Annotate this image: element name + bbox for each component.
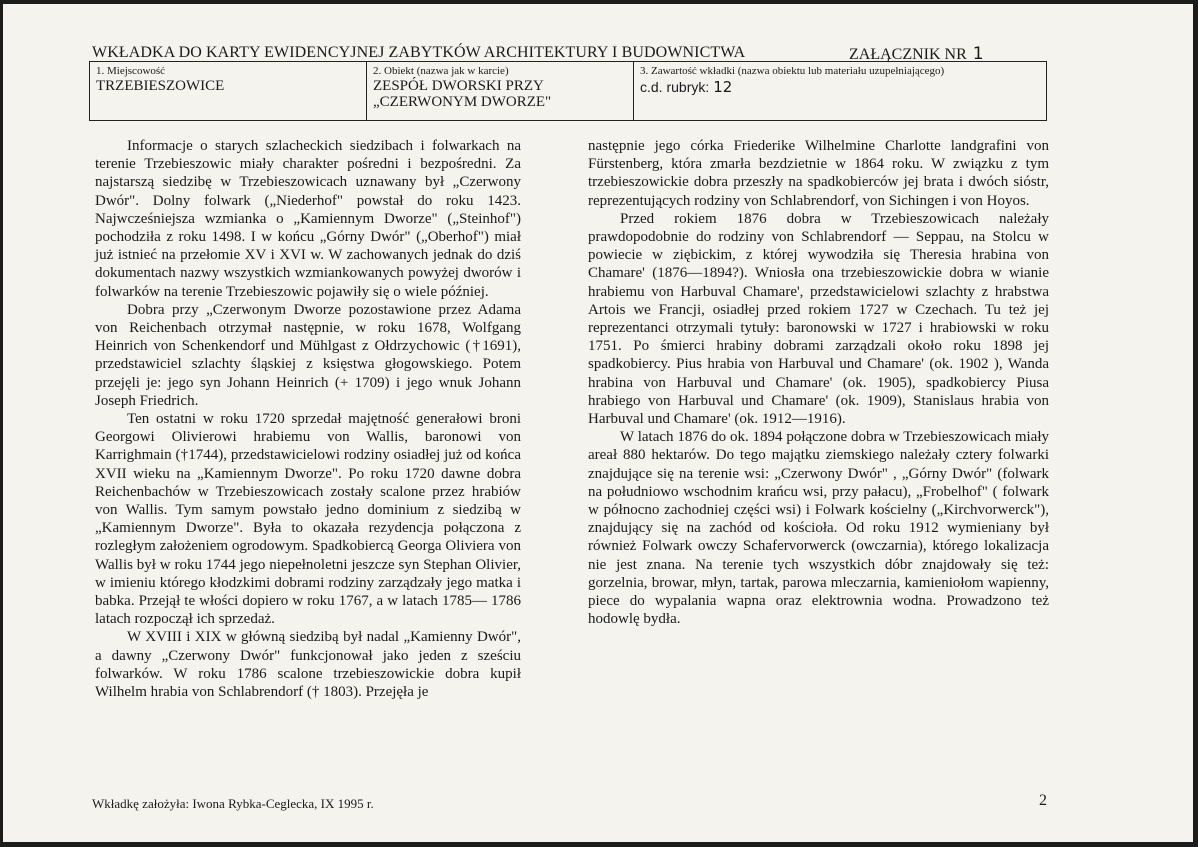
- paragraph: W latach 1876 do ok. 1894 połączone dobra w Trzebieszowicach miały areał 880 hektarów. Do tego majątku ziemskiego należały cztery folwarki znajdujące się na terenie wsi: „Czerwony Dwór" , „Górny Dwór" (folwark na południowo wschodnim krańcu wsi, przy pałacu), „Frobelhof" ( folwark w północno zachodniej części wsi) i Folwark kościelny („Kirchvorwerck"), znajdujący się na zachód od kościoła. Od roku 1912 wymieniany był również Folwark owczy Schafervorwerck (owczarnia), którego lokalizacja nie jest znana. Na terenie tych wszystkich dóbr znajdowały się też: gorzelnia, browar, młyn, tartak, parowa mleczarnia, kamieniołom wapienny, piece do wypalania wapna oraz elektrownia wodna. Prowadzono też hodowlę bydła.: [588, 429, 1049, 628]
- left-text-column: [95, 137, 521, 701]
- paragraph: Dobra przy „Czerwonym Dworze pozostawione przez Adama von Reichenbach otrzymał następnie, w roku 1678, Wolfgang Heinrich von Schenkendorf und Mühlgast z Ołdrzychowic (†1691), przedstawiciel szlachty śląskiej z księstwa głogowskiego. Potem przejęli je: jego syn Johann Heinrich (+ 1709) i jego wnuk Johann Joseph Friedrich.: [95, 301, 521, 409]
- form-title: WKŁADKA DO KARTY EWIDENCYJNEJ ZABYTKÓW ARCHITEKTURY I BUDOWNICTWA: [92, 44, 746, 61]
- locality-label: 1. Miejscowość: [96, 65, 166, 77]
- content-cell: [633, 62, 1046, 120]
- paragraph: Przed rokiem 1876 dobra w Trzebieszowicach należały prawdopodobnie do rodziny von Schlabrendorf — Seppau, na Stolcu w powiecie w ziębickim, z której wywodziła się Theresia hrabina von Chamare' (1876—1894?). Wniosła ona trzebieszowickie dobra w wianie hrabiemu von Harbuval Chamare', przedstawicielowi szlachty z hrabstwa Artois we Francji, osiadłej przed rokiem 1727 w Czechach. Tu też jej reprezentanci otrzymali tytuły: baronowski w 1727 i hrabiowski w roku 1751. Po śmierci hrabiny dobrami zarządzali około roku 1898 jej spadkobiercy. Pius hrabia von Harbuval und Chamare' (ok. 1902 ), Wanda hrabina von Harbuval und Chamare' (ok. 1905), spadkobiercy Piusa hrabiego von Harbuval und Chamare' (ok. 1909), Stanislaus hrabia von Harbuval und Chamare' (ok. 1912—1916).: [588, 210, 1049, 428]
- author-note: Wkładkę założyła: Iwona Rybka-Ceglecka, IX 1995 r.: [92, 796, 374, 811]
- object-label: 2. Obiekt (nazwa jak w karcie): [373, 65, 509, 77]
- document-page: [3, 4, 1193, 842]
- locality-value: TRZEBIESZOWICE: [96, 78, 225, 94]
- page-number: 2: [1039, 792, 1047, 809]
- annex-label: ZAŁĄCZNIK NR: [849, 46, 967, 63]
- paragraph: następnie jego córka Friederike Wilhelmine Charlotte landgrafini von Fürstenberg, która zmarła bezdzietnie w 1864 roku. W związku z tym trzebieszowickie dobra przeszły na spadkobierców jej brata i dwóch sióstr, reprezentujących rodziny von Schlabrendorf, von Sichingen i von Hoyos.: [588, 138, 1049, 209]
- header-table: [89, 61, 1047, 121]
- object-cell: [366, 62, 633, 120]
- object-value-line1: ZESPÓŁ DWORSKI PRZY: [373, 78, 544, 94]
- content-number: 12: [713, 78, 733, 96]
- paragraph: W XVIII i XIX w główną siedzibą był nadal „Kamienny Dwór", a dawny „Czerwony Dwór" funkcjonował jako jeden z sześciu folwarków. W roku 1786 scalone trzebieszowickie dobra kupił Wilhelm hrabia von Schlabrendorf († 1803). Przejęła je: [95, 629, 521, 701]
- content-prefix: c.d. rubryk:: [640, 79, 710, 95]
- object-value-line2: „CZERWONYM DWORZE": [373, 94, 552, 110]
- annex-number: 1: [972, 44, 984, 64]
- paragraph: Ten ostatni w roku 1720 sprzedał majętność generałowi broni Georgowi Olivierowi hrabiemu von Wallis, baronowi von Karrighmain (†1744), przedstawicielowi rodziny osiadłej już od końca XVII wieku na „Kamiennym Dworze". Po roku 1720 dawne dobra Reichenbachów w Trzebieszowicach zostały scalone przez hrabiów von Wallis. Tym samym powstało jedno dominium z siedzibą w „Kamiennym Dworze". Była to okazała rezydencja połączona z rozległym założeniem ogrodowym. Spadkobiercą Georga Oliviera von Wallis był w roku 1744 jego niepełnoletni jeszcze syn Stephan Olivier, w imieniu którego kłodzkimi dobrami rodziny zarządzały jego matka i babka. Przejął te włości dopiero w roku 1767, a w latach 1785— 1786 latach rozpoczął ich sprzedaż.: [95, 411, 521, 628]
- locality-cell: [90, 62, 366, 120]
- content-value: [640, 79, 1040, 95]
- paragraph: Informacje o starych szlacheckich siedzibach i folwarkach na terenie Trzebieszowic miały charakter pośredni i bezpośredni. Za najstarszą siedzibę w Trzebieszowicach uznawany był „Czerwony Dwór". Dolny folwark („Niederhof" powstał do roku 1423. Najwcześniejsza wzmianka o „Kamiennym Dworze" („Steinhof") pochodziła z roku 1498. I w końcu „Górny Dwór" („Oberhof") miał już istnieć na przełomie XV i XVI w. W zachowanych jednak do dziś dokumentach nazwy wszystkich wzmiankowanych powyżej dworów i folwarków na terenie Trzebieszowic pojawiły się o wiele później.: [95, 138, 521, 300]
- content-label: 3. Zawartość wkładki (nazwa obiektu lub materiału uzupełniającego): [640, 65, 945, 77]
- right-text-column: [588, 137, 1049, 628]
